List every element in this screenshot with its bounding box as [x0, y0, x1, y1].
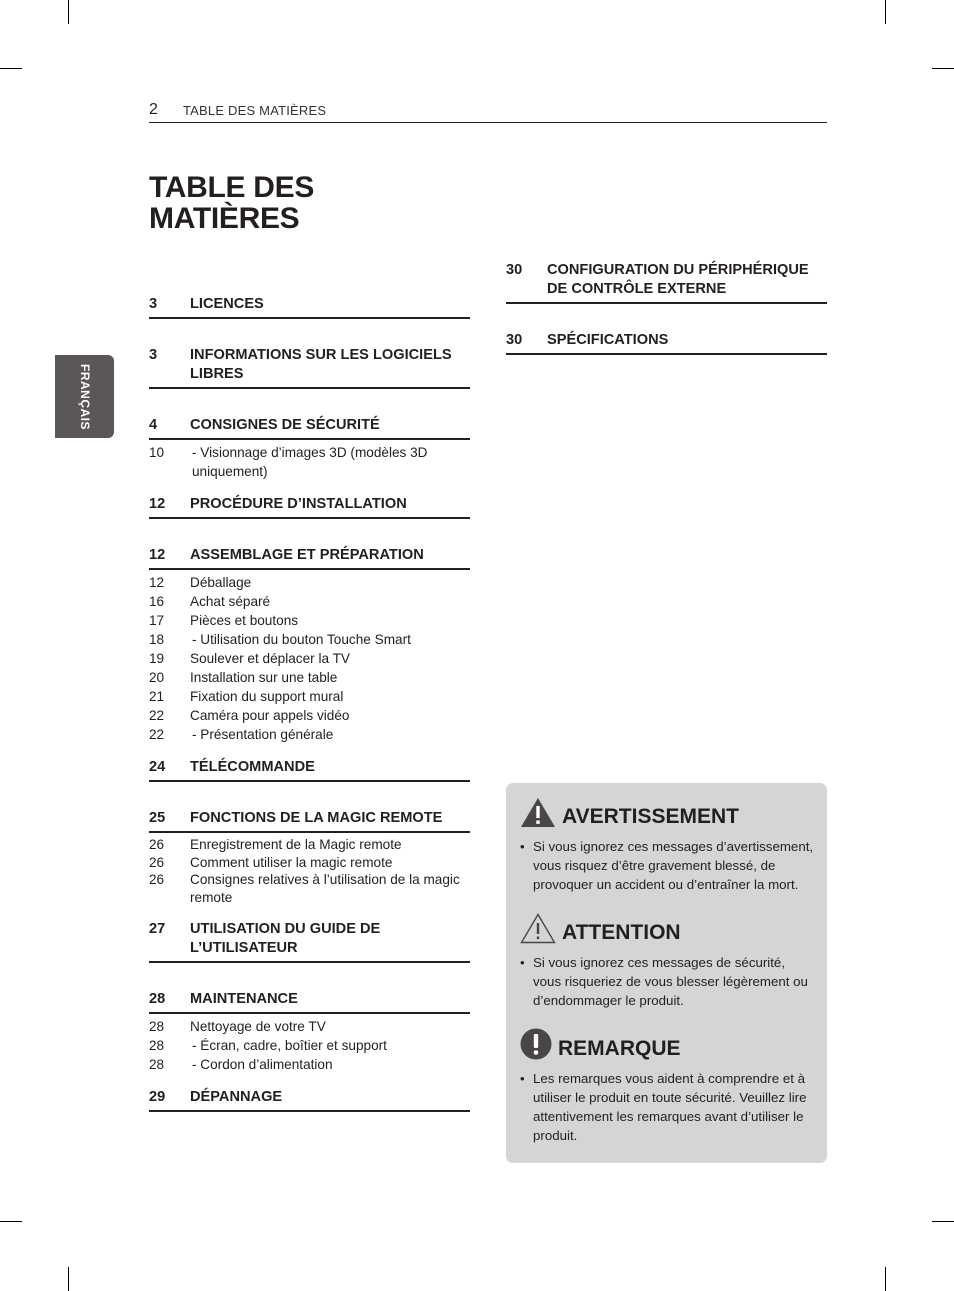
toc-section-title: CONFIGURATION DU PÉRIPHÉRIQUE DE CONTRÔLE EXTERNE — [547, 262, 809, 297]
toc-section[interactable] — [149, 295, 470, 319]
note-bullet — [520, 837, 816, 894]
note-bullet — [520, 1069, 816, 1145]
toc-section[interactable] — [149, 809, 470, 833]
crop-mark — [932, 1221, 954, 1222]
toc-page-number: 25 — [149, 810, 166, 826]
toc-page-number: 16 — [149, 594, 165, 609]
toc-subitem[interactable] — [149, 836, 470, 854]
toc-subitem-title: Enregistrement de la Magic remote — [190, 837, 402, 852]
caution-triangle-icon — [520, 913, 556, 944]
toc-page-number: 19 — [149, 651, 165, 666]
toc-section[interactable] — [149, 920, 470, 963]
toc-section-title: ASSEMBLAGE ET PRÉPARATION — [190, 547, 424, 563]
toc-subitem-title: - Cordon d’alimentation — [192, 1057, 333, 1072]
note-warning — [520, 797, 816, 894]
toc-section[interactable] — [149, 1088, 470, 1112]
toc-subitem[interactable] — [149, 871, 470, 906]
toc-page-number: 18 — [149, 632, 165, 647]
note-header — [520, 1028, 816, 1060]
note-remark — [520, 1028, 816, 1145]
toc-subitem-title: Soulever et déplacer la TV — [190, 651, 350, 666]
language-tab-label: FRANÇAIS — [77, 363, 92, 430]
toc-page-number: 27 — [149, 921, 166, 937]
toc-section[interactable] — [149, 990, 470, 1014]
safety-notes-box — [506, 783, 827, 1163]
toc-subitem-title: Pièces et boutons — [190, 613, 299, 628]
crop-mark — [932, 68, 954, 69]
toc-subitem[interactable] — [149, 573, 470, 592]
toc-subitem-title: Nettoyage de votre TV — [190, 1019, 326, 1034]
bullet-icon: • — [520, 1071, 525, 1086]
toc-page-number: 12 — [149, 575, 165, 590]
toc-page-number: 20 — [149, 670, 165, 685]
toc-page-number: 3 — [149, 347, 158, 363]
toc-page-number: 28 — [149, 991, 166, 1007]
note-text: Si vous ignorez ces messages d’avertissement, vous risquez d’être gravement blessé, de provoquer un accident ou d’entraîner la mort. — [533, 839, 814, 892]
toc-subitems — [149, 1017, 470, 1074]
page-number: 2 — [149, 101, 158, 118]
toc-section-title: INFORMATIONS SUR LES LOGICIELS LIBRES — [190, 347, 452, 382]
running-title: TABLE DES MATIÈRES — [183, 103, 327, 118]
page-title — [149, 172, 314, 234]
toc-subitem[interactable] — [149, 611, 470, 630]
note-title: AVERTISSEMENT — [562, 805, 739, 828]
bullet-icon: • — [520, 955, 525, 970]
note-text: Les remarques vous aident à comprendre et à utiliser le produit en toute sécurité. Veuillez lire attentivement les remarques avant d’utiliser le produit. — [533, 1071, 807, 1143]
toc-subitem-title: Déballage — [190, 575, 252, 590]
crop-mark — [0, 68, 22, 69]
toc-section-title: DÉPANNAGE — [190, 1089, 283, 1105]
toc-section[interactable] — [149, 495, 470, 519]
toc-subitem[interactable] — [149, 1017, 470, 1036]
warning-triangle-icon — [520, 797, 556, 828]
toc-subitems — [149, 836, 470, 906]
page-title-line: TABLE DES — [149, 171, 315, 204]
toc-section[interactable] — [149, 346, 470, 389]
toc-subitem-title: Installation sur une table — [190, 670, 338, 685]
toc-subitem-title: Comment utiliser la magic remote — [190, 854, 393, 870]
toc-subitem[interactable] — [149, 443, 470, 481]
toc-page-number: 28 — [149, 1057, 165, 1072]
toc-subitem-title: Fixation du support mural — [190, 689, 344, 704]
note-title: REMARQUE — [558, 1037, 681, 1060]
toc-page-number: 26 — [149, 837, 165, 852]
toc-section-title: PROCÉDURE D’INSTALLATION — [190, 496, 407, 512]
crop-mark — [68, 1267, 69, 1291]
toc-subitem[interactable] — [149, 649, 470, 668]
toc-page-number: 22 — [149, 708, 165, 723]
toc-right-column — [506, 261, 827, 355]
toc-subitem[interactable] — [149, 668, 470, 687]
toc-subitem-title: Consignes relatives à l’utilisation de la magic remote — [190, 872, 460, 905]
toc-subitem[interactable] — [149, 706, 470, 725]
toc-subitem-title: Achat séparé — [190, 594, 271, 609]
toc-subitem[interactable] — [149, 1036, 470, 1055]
toc-subitem[interactable] — [149, 630, 470, 649]
crop-mark — [68, 0, 69, 24]
running-header — [149, 100, 827, 123]
crop-mark — [885, 0, 886, 24]
toc-page-number: 28 — [149, 1038, 165, 1053]
toc-section[interactable] — [149, 758, 470, 782]
bullet-icon: • — [520, 839, 525, 854]
crop-mark — [885, 1267, 886, 1291]
toc-page-number: 22 — [149, 727, 165, 742]
toc-page-number: 29 — [149, 1089, 166, 1105]
note-header — [520, 797, 816, 828]
toc-section-title: UTILISATION DU GUIDE DE L’UTILISATEUR — [190, 921, 381, 956]
toc-section[interactable] — [149, 546, 470, 570]
toc-page-number: 17 — [149, 613, 165, 628]
note-header — [520, 913, 816, 944]
toc-section-title: SPÉCIFICATIONS — [547, 332, 669, 348]
toc-section-title: LICENCES — [190, 296, 264, 312]
note-bullet — [520, 953, 816, 1010]
toc-subitem[interactable] — [149, 725, 470, 744]
toc-subitem-title: - Visionnage d’images 3D (modèles 3D uniquement) — [192, 445, 428, 479]
toc-subitem-title: Caméra pour appels vidéo — [190, 708, 350, 723]
toc-subitems — [149, 573, 470, 744]
toc-subitem-title: - Écran, cadre, boîtier et support — [192, 1038, 387, 1053]
toc-subitem[interactable] — [149, 592, 470, 611]
toc-left-column — [149, 295, 470, 1112]
toc-page-number: 3 — [149, 296, 158, 312]
toc-page-number: 28 — [149, 1019, 165, 1034]
toc-page-number: 21 — [149, 689, 165, 704]
toc-page-number: 26 — [149, 854, 165, 870]
toc-section-title: CONSIGNES DE SÉCURITÉ — [190, 417, 380, 433]
crop-mark — [0, 1221, 22, 1222]
toc-page-number: 30 — [506, 332, 523, 348]
toc-page-number: 12 — [149, 547, 166, 563]
toc-section[interactable] — [506, 331, 827, 355]
toc-page-number: 26 — [149, 872, 165, 887]
note-exclamation-icon — [520, 1028, 552, 1060]
toc-page-number: 30 — [506, 262, 523, 278]
toc-page-number: 24 — [149, 759, 166, 775]
toc-section[interactable] — [149, 416, 470, 440]
toc-page-number: 4 — [149, 417, 158, 433]
toc-page-number: 12 — [149, 496, 166, 512]
toc-subitems — [149, 443, 470, 481]
toc-subitem-title: - Présentation générale — [192, 727, 334, 742]
note-caution — [520, 913, 816, 1010]
note-text: Si vous ignorez ces messages de sécurité, vous risqueriez de vous blesser légèrement ou d’endommager le produit. — [533, 955, 808, 1008]
language-tab — [55, 355, 114, 438]
toc-section-title: MAINTENANCE — [190, 991, 298, 1007]
toc-subitem[interactable] — [149, 854, 470, 872]
note-title: ATTENTION — [562, 921, 681, 944]
toc-subitem[interactable] — [149, 687, 470, 706]
toc-section-title: FONCTIONS DE LA MAGIC REMOTE — [190, 810, 443, 826]
toc-page-number: 10 — [149, 445, 165, 460]
page-title-line: MATIÈRES — [149, 202, 300, 235]
toc-subitem-title: - Utilisation du bouton Touche Smart — [192, 632, 411, 647]
toc-section[interactable] — [506, 261, 827, 304]
toc-section-title: TÉLÉCOMMANDE — [190, 759, 315, 775]
toc-subitem[interactable] — [149, 1055, 470, 1074]
